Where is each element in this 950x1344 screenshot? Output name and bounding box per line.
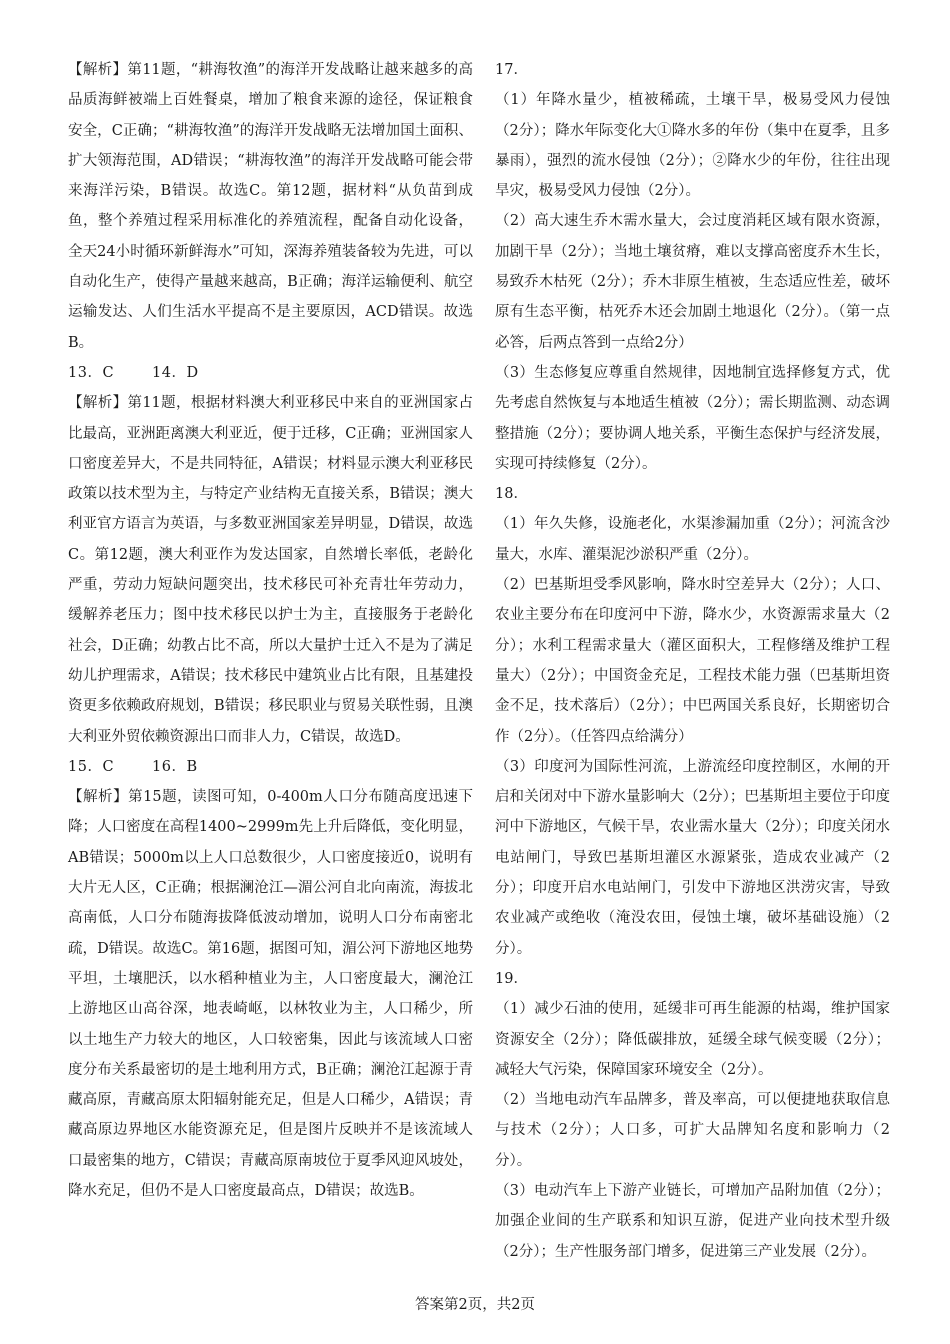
answer-key-line [68,752,473,782]
answer-paragraph: （3）生态修复应尊重自然规律，因地制宜选择修复方式，优先考虑自然恢复与本地适生植被（2分）；需长期监测、动态调整措施（2分）；要协调人地关系，平衡生态保护与经济发展，实现可持续修复（2分）。 [495,364,890,472]
answer-key: 16．B [152,758,198,775]
answer-paragraph: 【解析】第11题，“耕海牧渔”的海洋开发战略让越来越多的高品质海鲜被端上百姓餐桌，增加了粮食来源的途径，保证粮食安全，C正确；“耕海牧渔”的海洋开发战略无法增加国土面积、扩大领海范围，AD错误；“耕海牧渔”的海洋开发战略可能会带来海洋污染，B错误。故选C。第12题，据材料“从负苗到成鱼，整个养殖过程采用标准化的养殖流程，配备自动化设备，全天24小时循环新鲜海水”可知，深海养殖装备较为先进，可以自动化生产，使得产量越来越高，B正确；海洋运输便利、航空运输发达、人们生活水平提高不是主要原因，ACD错误。故选B。 [68,62,473,351]
answer-paragraph: （2）高大速生乔木需水量大，会过度消耗区域有限水资源，加剧干旱（2分）；当地土壤贫瘠，难以支撑高密度乔木生长，易致乔木枯死（2分）；乔木非原生植被，生态适应性差，破坏原有生态平衡，枯死乔木还会加剧土地退化（2分）。（第一点必答，后两点答到一点给2分） [495,213,890,351]
page-footer: 答案第2页，共2页 [415,1297,535,1313]
answer-paragraph: （1）减少石油的使用，延缓非可再生能源的枯竭，维护国家资源安全（2分）；降低碳排放，延缓全球气候变暖（2分）；减轻大气污染，保障国家环境安全（2分）。 [495,1001,890,1078]
answer-paragraph: （3）电动汽车上下游产业链长，可增加产品附加值（2分）；加强企业间的生产联系和知识互游，促进产业向技术型升级（2分）；生产性服务部门增多，促进第三产业发展（2分）。 [495,1182,890,1260]
question-number: 18． [495,486,528,503]
answer-paragraph: （2）巴基斯坦受季风影响，降水时空差异大（2分）；人口、农业主要分布在印度河中下游，降水少，水资源需求量大（2分）；水利工程需求量大（灌区面积大，工程修缮及维护工程量大）（2分）；中国资金充足，工程技术能力强（巴基斯坦资金不足，技术落后）（2分）；中巴两国关系良好，长期密切合作（2分）。（任答四点给满分） [495,577,890,745]
answer-paragraph: （3）印度河为国际性河流，上游流经印度控制区，水闸的开启和关闭对中下游水量影响大（2分）；巴基斯坦主要位于印度河中下游地区，气候干旱，农业需水量大（2分）；印度关闭水电站闸门，导致巴基斯坦灌区水源紧张，造成农业减产（2分）；印度开启水电站闸门，引发中下游地区洪涝灾害，导致农业减产或绝收（淹没农田，侵蚀土壤，破坏基础设施）（2分）。 [495,758,890,957]
answer-key: 13．C [68,364,115,381]
right-column [495,55,890,1267]
answer-paragraph: 【解析】第15题，读图可知，0-400m人口分布随高度迅速下降；人口密度在高程1400~2999m先上升后降低，变化明显，AB错误；5000m以上人口总数很少，人口密度接近0，说明有大片无人区，C正确；根据澜沧江—湄公河自北向南流，海拔北高南低，人口分布随海拔降低波动增加，说明人口分布南密北疏，D错误。故选C。第16题，据图可知，湄公河下游地区地势平坦，土壤肥沃，以水稻种植业为主，人口密度最大，澜沧江上游地区山高谷深，地表崎岖，以林牧业为主，人口稀少，所以土地生产力较大的地区，人口较密集，因此与该流域人口密度分布关系最密切的是土地利用方式，B正确；澜沧江起源于青藏高原，青藏高原太阳辐射能充足，但是人口稀少，A错误；青藏高原边界地区水能资源充足，但是图片反映并不是该流域人口最密集的地方，C错误；青藏高原南坡位于夏季风迎风坡处，降水充足，但仍不是人口密度最高点，D错误；故选B。 [68,789,473,1199]
answer-paragraph: （2）当地电动汽车品牌多，普及率高，可以便捷地获取信息与技术（2分）；人口多，可扩大品牌知名度和影响力（2分）。 [495,1092,890,1169]
question-number: 17． [495,62,528,78]
answer-key-line [68,358,473,388]
answer-paragraph: （1）年降水量少，植被稀疏，土壤干旱，极易受风力侵蚀（2分）；降水年际变化大①降水多的年份（集中在夏季，且多暴雨），强烈的流水侵蚀（2分）；②降水少的年份，往往出现旱灾，极易受风力侵蚀（2分）。 [495,92,890,200]
left-column [68,55,473,1206]
answer-key: 14．D [152,364,199,381]
question-number: 19． [495,970,528,987]
answer-paragraph: 【解析】第11题，根据材料澳大利亚移民中来自的亚洲国家占比最高，亚洲距离澳大利亚近，便于迁移，C正确；亚洲国家人口密度差异大，不是共同特征，A错误；材料显示澳大利亚移民政策以技术型为主，与特定产业结构无直接关系，B错误；澳大利亚官方语言为英语，与多数亚洲国家差异明显，D错误，故选C。第12题，澳大利亚作为发达国家，自然增长率低，老龄化严重，劳动力短缺问题突出，技术移民可补充青壮年劳动力，缓解养老压力；图中技术移民以护士为主，直接服务于老龄化社会，D正确；幼教占比不高，所以大量护士迁入不是为了满足幼儿护理需求，A错误；技术移民中建筑业占比有限，且基建投资更多依赖政府规划，B错误；移民职业与贸易关联性弱，且澳大利亚外贸依赖资源出口而非人力，C错误，故选D。 [68,395,473,745]
answer-key: 15．C [68,758,115,775]
answer-paragraph: （1）年久失修，设施老化，水渠渗漏加重（2分）；河流含沙量大，水库、灌渠泥沙淤积严重（2分）。 [495,516,890,563]
